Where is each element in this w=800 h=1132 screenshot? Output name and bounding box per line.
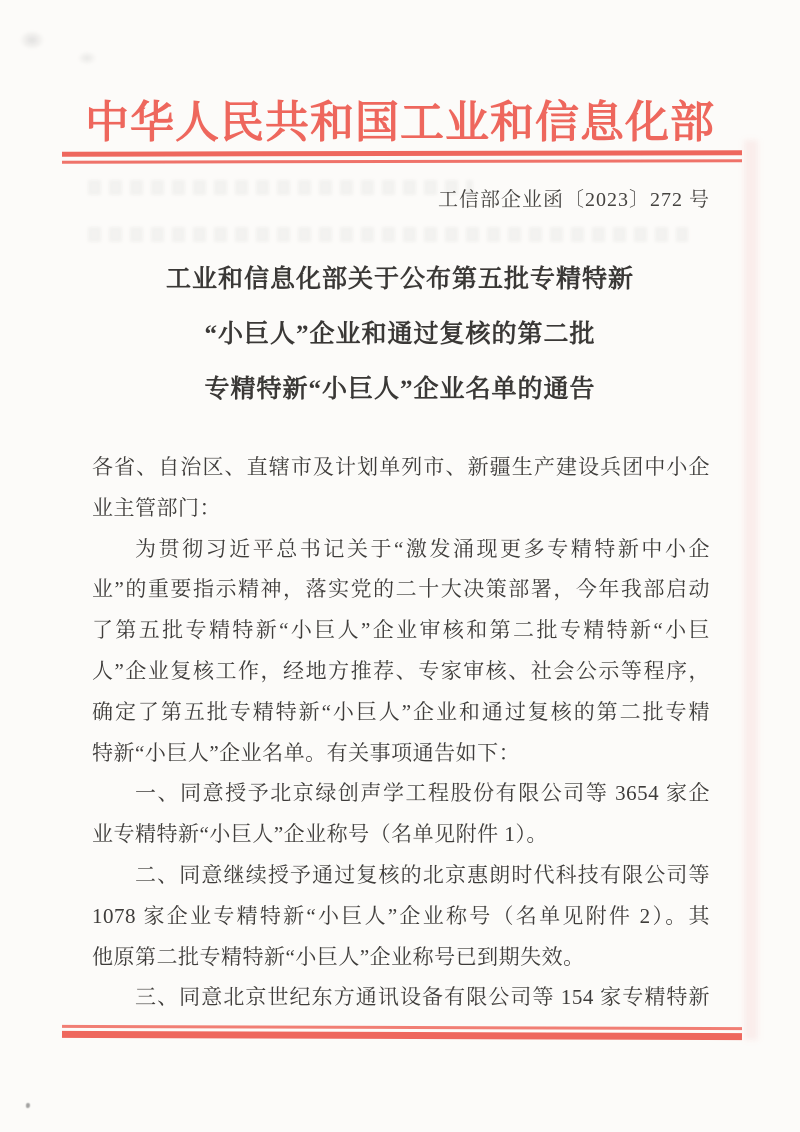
body-line: 为贯彻习近平总书记关于“激发涌现更多专精特新中小企 [135, 536, 710, 561]
letterhead-org-name: 中华人民共和国工业和信息化部 [85, 98, 715, 147]
body-line: 业主管部门： [92, 495, 221, 520]
document-title [0, 252, 800, 417]
body-line: 了第五批专精特新“小巨人”企业审核和第二批专精特新“小巨 [92, 618, 710, 643]
document-body [92, 447, 710, 1018]
body-line: 1078 家企业专精特新“小巨人”企业称号（名单见附件 2）。其 [92, 903, 710, 928]
footer-divider-thin-line [62, 1025, 742, 1030]
title-line-3: 专精特新“小巨人”企业名单的通告 [204, 376, 596, 403]
ink-bleedthrough [88, 180, 473, 195]
ink-bleedthrough [88, 227, 688, 242]
body-line: 一、同意授予北京绿创声学工程股份有限公司等 3654 家企 [135, 781, 710, 806]
header-divider-thin-line [62, 159, 742, 163]
scan-smudge [10, 22, 120, 82]
body-line: 三、同意北京世纪东方通讯设备有限公司等 154 家专精特新 [135, 985, 710, 1010]
document-number: 工信部企业函〔2023〕272 号 [438, 189, 710, 211]
body-line: 人”企业复核工作，经地方推荐、专家审核、社会公示等程序， [92, 658, 710, 683]
header-divider-thick-line [62, 150, 742, 156]
body-line: 业”的重要指示精神，落实党的二十大决策部署，今年我部启动 [92, 577, 710, 602]
body-line: 各省、自治区、直辖市及计划单列市、新疆生产建设兵团中小企 [92, 455, 710, 479]
footer-divider-thick-line [62, 1030, 742, 1039]
body-line: 二、同意继续授予通过复核的北京惠朗时代科技有限公司等 [135, 862, 710, 887]
body-line: 业专精特新“小巨人”企业称号（名单见附件 1）。 [92, 822, 548, 847]
body-line: 确定了第五批专精特新“小巨人”企业和通过复核的第二批专精 [92, 699, 710, 724]
scan-speck [26, 1103, 30, 1108]
body-line: 他原第二批专精特新“小巨人”企业称号已到期失效。 [92, 944, 585, 969]
title-line-2: “小巨人”企业和通过复核的第二批 [204, 321, 596, 348]
body-line: 特新“小巨人”企业名单。有关事项通告如下： [92, 740, 521, 765]
footer-divider [62, 1025, 742, 1040]
title-line-1: 工业和信息化部关于公布第五批专精特新 [165, 266, 634, 293]
header-divider [62, 150, 742, 163]
